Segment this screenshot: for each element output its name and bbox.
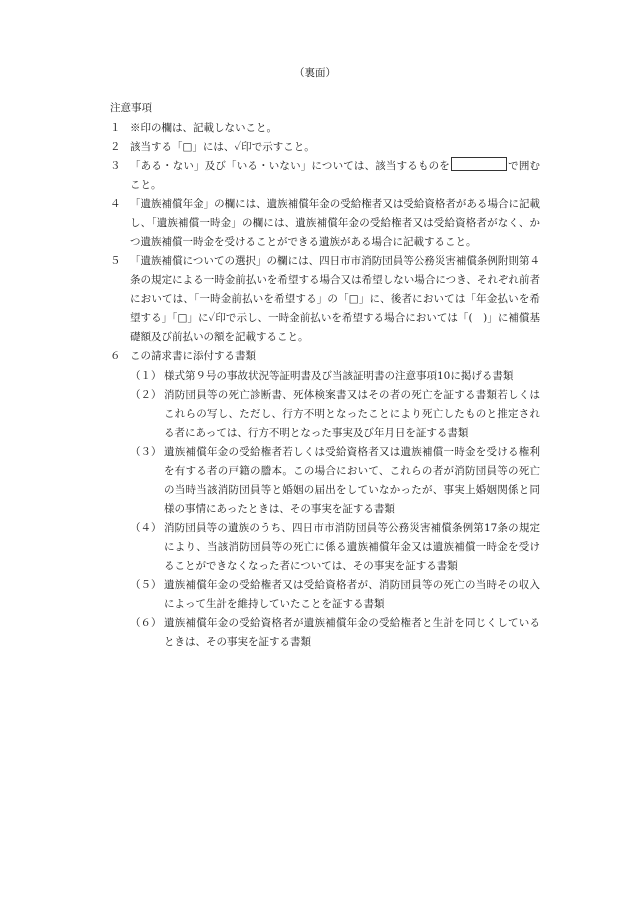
note-item xyxy=(110,157,540,195)
blank-box xyxy=(451,157,507,171)
note-text: 該当する「□」には、✓印で示すこと。 xyxy=(130,141,315,153)
note-text: ※印の欄は、記載しないこと。 xyxy=(130,122,277,134)
page-side-label: （裏面） xyxy=(294,67,336,79)
note-number: ２ xyxy=(110,141,121,153)
attachment-number: （３） xyxy=(130,446,162,458)
attachment-item xyxy=(130,386,540,443)
note-number: １ xyxy=(110,122,121,134)
note-item xyxy=(110,347,540,652)
attachment-item xyxy=(130,576,540,614)
attachment-item xyxy=(130,367,540,386)
note-item xyxy=(110,195,540,252)
attachment-number: （４） xyxy=(130,522,162,534)
note-text: 「遺族補償についての選択」の欄には、四日市市消防団員等公務災害補償条例附則第４条の規定による一時金前払いを希望する場合又は希望しない場合につき、それぞれ前者においては、「一時金前払いを希望する」の「□」に、後者においては「年金払いを希望する」「□」に✓印で示し、一時金前払いを希望する場合においては「( )」に補償基礎額及び前払いの額を記載すること。 xyxy=(130,255,540,343)
note-text: 「遺族補償年金」の欄には、遺族補償年金の受給権者又は受給資格者がある場合に記載し、「遺族補償一時金」の欄には、遺族補償年金の受給権者又は受給資格者がなく、かつ遺族補償一時金を受けることができる遺族がある場合に記載すること。 xyxy=(130,198,540,248)
attachment-text: 遺族補償年金の受給権者若しくは受給資格者又は遺族補償一時金を受ける権利を有する者の戸籍の謄本。この場合において、これらの者が消防団員等の死亡の当時当該消防団員等と婚姻の届出をしていなかったが、事実上婚姻関係と同様の事情にあったときは、その事実を証する書類 xyxy=(164,446,540,515)
attachment-number: （５） xyxy=(130,579,162,591)
attachment-number: （１） xyxy=(130,370,162,382)
note-number: ３ xyxy=(110,160,121,172)
attachment-text: 様式第９号の事故状況等証明書及び当該証明書の注意事項10に掲げる書類 xyxy=(164,370,514,382)
note-number: ５ xyxy=(110,255,121,267)
attachment-text: 遺族補償年金の受給資格者が遺族補償年金の受給権者と生計を同じくしているときは、その事実を証する書類 xyxy=(164,617,540,648)
attachment-item xyxy=(130,614,540,652)
note-text-after-box: で囲むこと。 xyxy=(130,160,541,191)
note-text: この請求書に添付する書類 xyxy=(130,350,256,362)
note-number: ６ xyxy=(110,350,121,362)
note-item xyxy=(110,252,540,347)
attachment-number: （２） xyxy=(130,389,162,401)
attachment-item xyxy=(130,443,540,519)
note-text-before-box: 「ある・ない」及び「いる・いない」については、該当するものを xyxy=(130,160,450,172)
attachment-text: 遺族補償年金の受給権者又は受給資格者が、消防団員等の死亡の当時その収入によって生計を維持していたことを証する書類 xyxy=(164,579,540,610)
notes-list xyxy=(110,119,540,652)
attachment-item xyxy=(130,519,540,576)
note-item xyxy=(110,138,540,157)
attachment-list xyxy=(130,367,540,652)
note-text xyxy=(130,157,540,195)
section-heading: 注意事項 xyxy=(110,102,152,114)
attachment-text: 消防団員等の死亡診断書、死体検案書又はその者の死亡を証する書類若しくはこれらの写し、ただし、行方不明となったことにより死亡したものと推定される者にあっては、行方不明となった事実及び年月日を証する書類 xyxy=(164,389,540,439)
attachment-text: 消防団員等の遺族のうち、四日市市消防団員等公務災害補償条例第17条の規定により、当該消防団員等の死亡に係る遺族補償年金又は遺族補償一時金を受けることができなくなった者については、その事実を証する書類 xyxy=(164,522,540,572)
note-number: ４ xyxy=(110,198,121,210)
attachment-number: （６） xyxy=(130,617,162,629)
note-item xyxy=(110,119,540,138)
